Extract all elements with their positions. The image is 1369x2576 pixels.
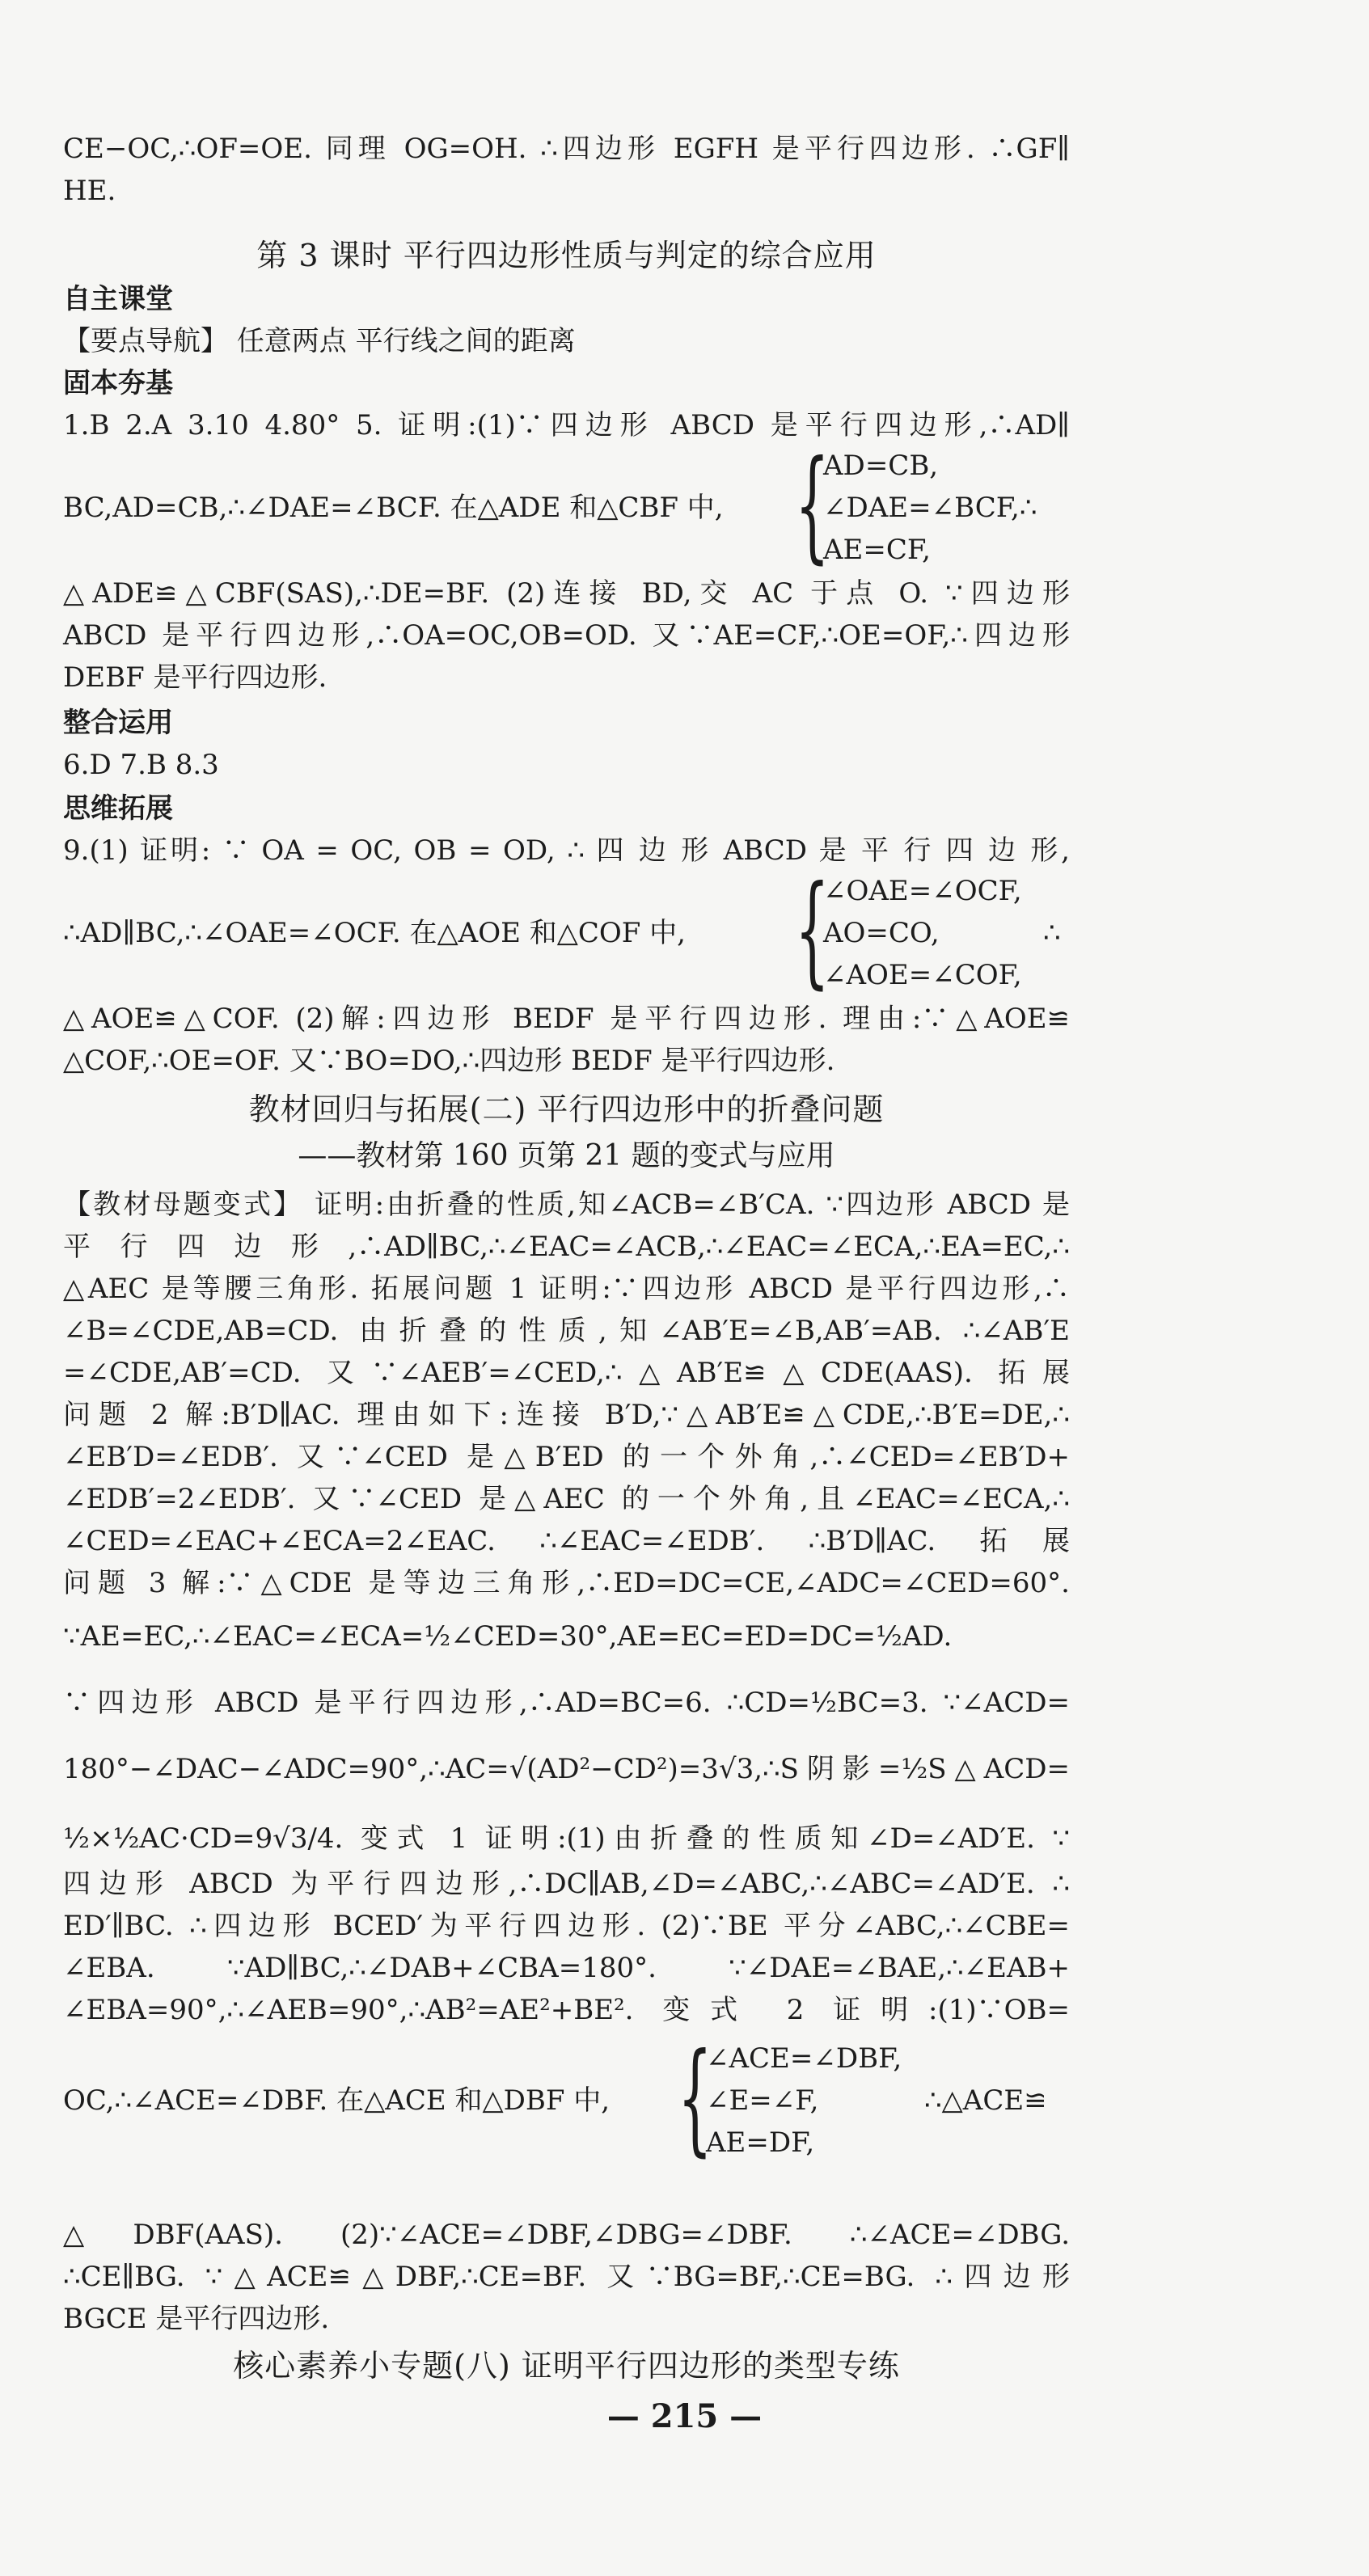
subsection-heading: 自主课堂 <box>63 283 173 315</box>
text-line: 1.B 2.A 3.10 4.80° 5. 证明:(1)∵四边形 ABCD 是平行四边形,∴AD∥ <box>63 409 1070 441</box>
text-line: △COF,∴OE=OF. 又∵BO=DO,∴四边形 BEDF 是平行四边形. <box>63 1045 835 1077</box>
text-line: 180°−∠DAC−∠ADC=90°,∴AC=√(AD²−CD²)=3√3,∴S阴影=½S△ACD= <box>63 1753 1070 1785</box>
text-line: ∵AE=EC,∴∠EAC=∠ECA=½∠CED=30°,AE=EC=ED=DC=½AD. <box>63 1620 953 1653</box>
text-line: ∴CE∥BG. ∵△ACE≌△DBF,∴CE=BF. 又∵BG=BF,∴CE=BG. ∴四边形 <box>63 2261 1070 2293</box>
text-line: △DBF(AAS). (2)∵∠ACE=∠DBF,∠DBG=∠DBF. ∴∠ACE=∠DBG. <box>63 2219 1070 2251</box>
equation-system <box>63 2028 1070 2168</box>
section-title: 第 3 课时 平行四边形性质与判定的综合应用 <box>256 238 877 273</box>
section-title: 教材回归与拓展(二) 平行四边形中的折叠问题 <box>248 1092 885 1127</box>
text-line: =∠CDE,AB′=CD. 又∵∠AEB′=∠CED,∴△AB′E≌△CDE(AAS). 拓展 <box>63 1357 1070 1389</box>
condition: ∠DAE=∠BCF,∴ <box>823 492 1037 524</box>
text-line: ∠EB′D=∠EDB′. 又∵∠CED 是△B′ED 的一个外角,∴∠CED=∠EB′D+ <box>63 1441 1070 1473</box>
text-line: ∠CED=∠EAC+∠ECA=2∠EAC. ∴∠EAC=∠EDB′. ∴B′D∥AC. 拓展 <box>63 1525 1070 1557</box>
text-line: 9.(1) 证明: ∵ OA = OC, OB = OD, ∴ 四 边 形 ABCD 是 平 行 四 边 形, <box>63 834 1070 867</box>
equation-system <box>63 860 1070 1001</box>
condition: ∠E=∠F, <box>706 2084 819 2117</box>
section-subtitle: ——教材第 160 页第 21 题的变式与应用 <box>298 1139 835 1172</box>
text-line: CE−OC,∴OF=OE. 同理 OG=OH. ∴四边形 EGFH 是平行四边形. ∴GF∥ <box>63 133 1070 165</box>
text-line: ∠B=∠CDE,AB=CD. 由折叠的性质,知∠AB′E=∠B,AB′=AB. ∴∠AB′E <box>63 1315 1070 1347</box>
text-line: 平行四边形,∴AD∥BC,∴∠EAC=∠ACB,∴∠EAC=∠ECA,∴EA=EC,∴ <box>63 1231 1070 1263</box>
text-line: BGCE 是平行四边形. <box>63 2303 330 2335</box>
text-line: ½×½AC·CD=9√3/4. 变式 1 证明:(1)由折叠的性质知∠D=∠AD′E. ∵ <box>63 1822 1070 1855</box>
text-line: ∴△ACE≌ <box>924 2084 1047 2117</box>
page-number: — 215 — <box>606 2397 763 2435</box>
text-line: △ADE≌△CBF(SAS),∴DE=BF. (2)连接 BD,交 AC 于点 O. ∵四边形 <box>63 577 1070 610</box>
text-line: OC,∴∠ACE=∠DBF. 在△ACE 和△DBF 中, <box>63 2084 611 2117</box>
condition: AE=DF, <box>706 2126 815 2159</box>
equation-system <box>63 435 1070 576</box>
subsection-heading: 思维拓展 <box>63 792 173 825</box>
text-line: ∵四边形 ABCD 是平行四边形,∴AD=BC=6. ∴CD=½BC=3. ∵∠ACD= <box>63 1687 1070 1719</box>
text-line: BC,AD=CB,∴∠DAE=∠BCF. 在△ADE 和△CBF 中, <box>63 492 724 524</box>
brace: { <box>795 435 830 576</box>
brace: { <box>678 2028 712 2168</box>
text-line: ED′∥BC. ∴四边形 BCED′为平行四边形. (2)∵BE 平分∠ABC,∴∠CBE= <box>63 1910 1070 1942</box>
subsection-heading: 固本夯基 <box>63 367 173 399</box>
text-line: ∴ <box>1043 917 1061 949</box>
text-line: △AOE≌△COF. (2)解:四边形 BEDF 是平行四边形. 理由:∵△AOE≌ <box>63 1003 1070 1035</box>
text-line: DEBF 是平行四边形. <box>63 661 327 694</box>
text-line: △AEC 是等腰三角形. 拓展问题 1 证明:∵四边形 ABCD 是平行四边形,∴ <box>63 1273 1070 1305</box>
text-line: 【要点导航】 任意两点 平行线之间的距离 <box>63 325 576 357</box>
condition: AD=CB, <box>823 450 939 482</box>
text-line: HE. <box>63 175 116 207</box>
text-line: 问题 2 解:B′D∥AC. 理由如下:连接 B′D,∵△AB′E≌△CDE,∴B′E=DE,∴ <box>63 1399 1070 1431</box>
condition: ∠AOE=∠COF, <box>823 959 1022 991</box>
text-line: ∠EBA=90°,∴∠AEB=90°,∴AB²=AE²+BE². 变式 2 证明:(1)∵OB= <box>63 1994 1070 2026</box>
text-line: 【教材母题变式】 证明:由折叠的性质,知∠ACB=∠B′CA. ∵四边形 ABCD 是 <box>63 1189 1070 1221</box>
brace: { <box>795 860 830 1001</box>
text-line: ∴AD∥BC,∴∠OAE=∠OCF. 在△AOE 和△COF 中, <box>63 917 686 949</box>
subsection-heading: 整合运用 <box>63 707 173 739</box>
text-line: ∠EDB′=2∠EDB′. 又∵∠CED 是△AEC 的一个外角,且∠EAC=∠ECA,∴ <box>63 1483 1070 1515</box>
text-line: ∠EBA. ∵AD∥BC,∴∠DAB+∠CBA=180°. ∵∠DAE=∠BAE,∴∠EAB+ <box>63 1952 1070 1984</box>
text-line: 问题 3 解:∵△CDE 是等边三角形,∴ED=DC=CE,∠ADC=∠CED=60°. <box>63 1567 1070 1599</box>
condition: ∠OAE=∠OCF, <box>823 875 1022 907</box>
condition: AE=CF, <box>823 534 931 566</box>
condition: ∠ACE=∠DBF, <box>706 2042 902 2075</box>
section-title: 核心素养小专题(八) 证明平行四边形的类型专练 <box>233 2348 900 2384</box>
condition: AO=CO, <box>823 917 940 949</box>
text-line: 四边形 ABCD 为平行四边形,∴DC∥AB,∠D=∠ABC,∴∠ABC=∠AD′E. ∴ <box>63 1868 1070 1900</box>
text-line: 6.D 7.B 8.3 <box>63 749 219 781</box>
text-line: ABCD 是平行四边形,∴OA=OC,OB=OD. 又∵AE=CF,∴OE=OF,∴四边形 <box>63 619 1070 652</box>
